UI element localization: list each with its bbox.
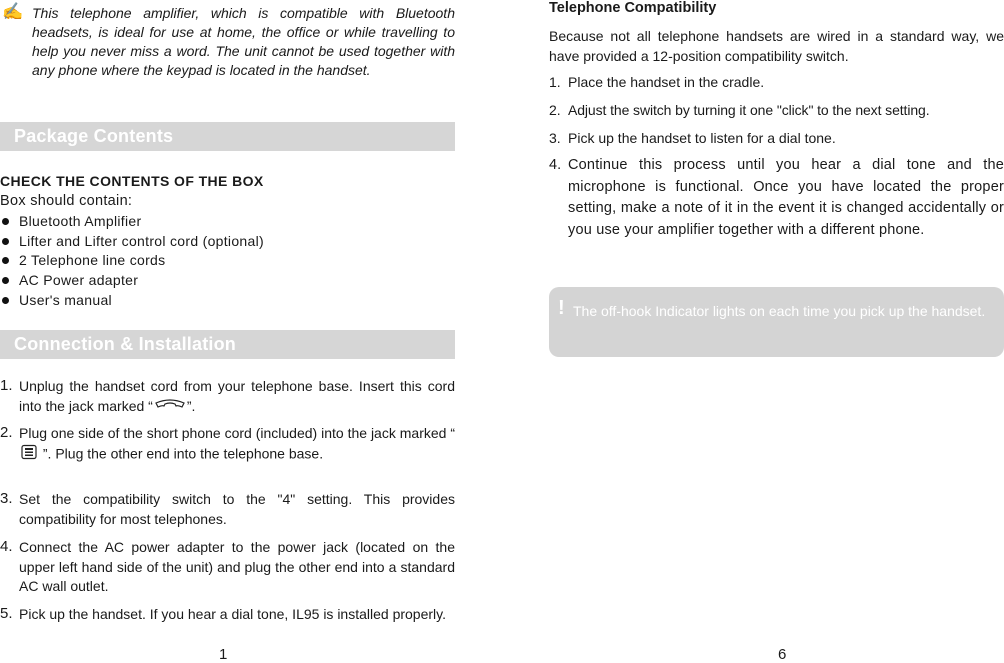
step-number: 2. [549,102,561,118]
step-number: 4. [0,538,13,555]
telephone-base-jack-icon [19,444,39,466]
step-number: 1. [0,377,13,394]
list-item: Bluetooth Amplifier [0,212,264,232]
compatibility-intro: Because not all telephone handsets are wired in a standard way, we have provided a 12-position compatibility switch. [549,28,1004,64]
pencil-note-icon: ✍ [2,2,24,21]
package-contents-title: Package Contents [14,126,174,146]
step-number: 4. [549,157,562,173]
step-number: 3. [549,130,561,146]
off-hook-callout [549,287,1004,357]
step-text: Unplug the handset cord from your telephone base. Insert this cord into the jack marked “ ”. [19,377,455,417]
page-number-right: 6 [778,646,787,663]
step-text: Adjust the switch by turning it one "click" to the next setting. [568,102,930,118]
list-item: Lifter and Lifter control cord (optional) [0,232,264,252]
step-text: Place the handset in the cradle. [568,74,765,90]
step-text: Pick up the handset to listen for a dial tone. [568,130,836,146]
step-text: Set the compatibility switch to the "4" setting. This provides compatibility for most telephones. [19,491,455,527]
step-number: 2. [0,424,13,441]
connection-installation-header [0,330,455,359]
step-text: Pick up the handset. If you hear a dial tone, IL95 is installed properly. [19,606,446,622]
list-item: User's manual [0,291,264,311]
step-number: 5. [0,605,13,622]
exclamation-icon: ! [558,297,565,319]
list-item: 2 Telephone line cords [0,251,264,271]
contents-list [0,212,264,310]
package-contents-header [0,122,455,151]
step-text: Plug one side of the short phone cord (included) into the jack marked “ ”. Plug the other end into the telephone base. [19,424,455,465]
box-should-contain-label: Box should contain: [0,193,133,209]
check-contents-title: CHECK THE CONTENTS OF THE BOX [0,173,264,189]
connection-installation-title: Connection & Installation [14,334,237,354]
step-number: 1. [549,74,561,90]
callout-text: The off-hook Indicator lights on each time you pick up the handset. [573,303,986,319]
step-text: Connect the AC power adapter to the power jack (located on the upper left hand side of the unit) and plug the other end into a standard AC wall outlet. [19,539,455,594]
page-number-left: 1 [219,646,228,663]
intro-note-text: This telephone amplifier, which is compatible with Bluetooth headsets, is ideal for use at home, the office or while travelling to help you never miss a word. The unit cannot be used together with any phone where the keypad is located in the handset. [32,5,455,78]
handset-jack-icon [153,397,187,417]
step-number: 3. [0,490,13,507]
list-item: AC Power adapter [0,271,264,291]
telephone-compatibility-title: Telephone Compatibility [549,0,717,16]
step-text: Continue this process until you hear a dial tone and the microphone is functional. Once you have located the proper setting, make a note of it in the event it is changed accidentally or you use your amplifier together with a different phone. [568,157,1004,238]
